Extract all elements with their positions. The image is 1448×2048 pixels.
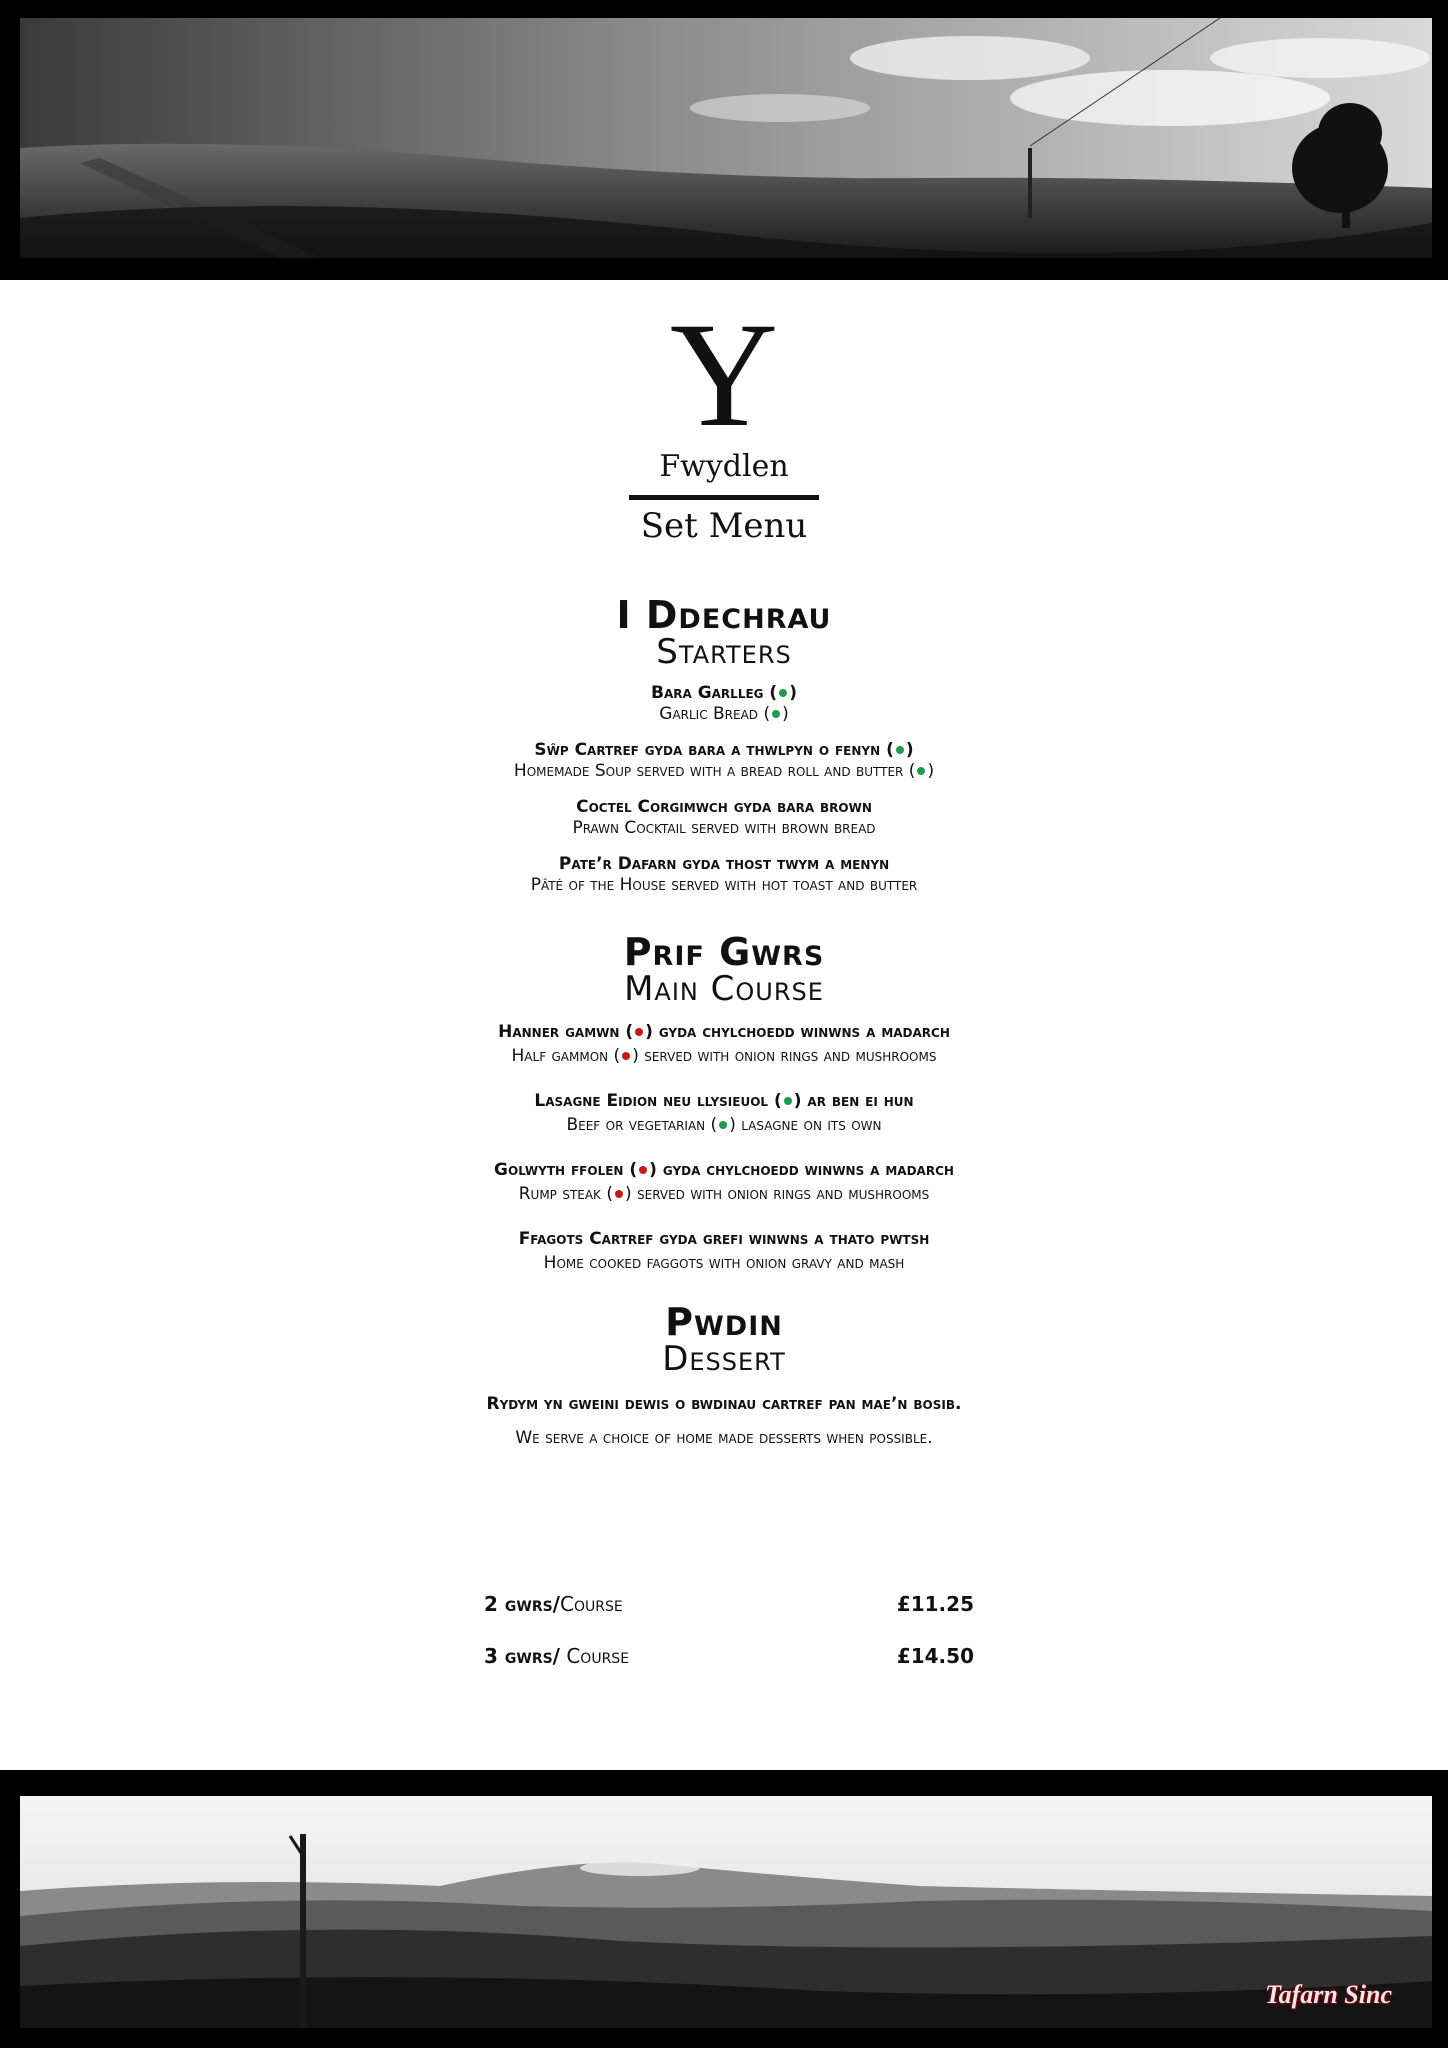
vegetarian-dot-icon xyxy=(772,710,780,718)
bottom-banner xyxy=(0,1770,1448,2048)
menu-item-english: Garlic Bread ( ) xyxy=(659,704,789,724)
menu-item xyxy=(464,1022,984,1067)
menu-item-english: Pâté of the House served with hot toast and butter xyxy=(530,875,918,895)
logo-title-english: Set Menu xyxy=(640,506,808,546)
menu-item-welsh: Ffagots Cartref gyda grefi winwns a thato pwtsh xyxy=(518,1229,930,1249)
vegetarian-dot-icon xyxy=(784,1097,792,1105)
menu-item xyxy=(464,1160,984,1205)
section-heading-english: Starters xyxy=(656,632,792,672)
vegetarian-dot-icon xyxy=(896,746,904,754)
menu-item-english: Homemade Soup served with a bread roll and butter ( ) xyxy=(513,761,935,781)
menu-item xyxy=(444,854,1004,896)
menu-item xyxy=(444,797,1004,839)
menu-item-english: Half gammon ( ) served with onion rings and mushrooms xyxy=(511,1046,937,1066)
vegetarian-dot-icon xyxy=(917,767,925,775)
section-heading-english: Dessert xyxy=(662,1339,786,1379)
section-heading-welsh: Pwdin xyxy=(665,1300,783,1344)
menu-item-welsh: Lasagne Eidion neu llysieuol ( ) ar ben ei hun xyxy=(534,1091,914,1111)
logo-divider xyxy=(629,495,819,500)
menu-item-welsh: Hanner gamwn ( ) gyda chylchoedd winwns a madarch xyxy=(498,1022,950,1042)
menu-item xyxy=(464,1091,984,1136)
meat-dot-icon xyxy=(635,1028,643,1036)
dessert-section xyxy=(0,1302,1448,1449)
price-list xyxy=(484,1592,974,1696)
mains-section xyxy=(0,932,1448,1274)
menu-item xyxy=(444,683,1004,725)
brand-logo: Tafarn Sinc xyxy=(1265,1980,1392,2009)
menu-item-english: Home cooked faggots with onion gravy and mash xyxy=(543,1253,905,1273)
menu-item-welsh: Pate’r Dafarn gyda thost twym a menyn xyxy=(558,854,890,874)
menu-item-english: Beef or vegetarian ( ) lasagne on its own xyxy=(566,1115,882,1135)
vegetarian-dot-icon xyxy=(719,1121,727,1129)
starters-section xyxy=(0,595,1448,896)
dessert-text-welsh: Rydym yn gweini dewis o bwdinau cartref pan mae’n bosib. xyxy=(486,1394,962,1414)
landscape-photo-top xyxy=(20,18,1432,258)
price-row xyxy=(484,1644,974,1696)
section-heading-english: Main Course xyxy=(624,969,824,1009)
section-heading-welsh: I Ddechrau xyxy=(616,593,832,637)
menu-item-welsh: Coctel Corgimwch gyda bara brown xyxy=(576,797,872,817)
menu-item-english: Rump steak ( ) served with onion rings and mushrooms xyxy=(518,1184,930,1204)
logo-title-welsh: Fwydlen xyxy=(659,449,789,484)
landscape-photo-bottom xyxy=(20,1796,1432,2028)
dessert-text-english: We serve a choice of home made desserts when possible. xyxy=(515,1428,933,1448)
meat-dot-icon xyxy=(639,1166,647,1174)
menu-item-english: Prawn Cocktail served with brown bread xyxy=(572,818,876,838)
menu-logo xyxy=(0,292,1448,548)
vegetarian-dot-icon xyxy=(779,689,787,697)
menu-item xyxy=(464,1229,984,1274)
menu-item-welsh: Sŵp Cartref gyda bara a thwlpyn o fenyn ( ) xyxy=(534,740,914,760)
top-banner xyxy=(0,0,1448,280)
price-amount: £14.50 xyxy=(896,1644,974,1668)
menu-body xyxy=(0,595,1448,1449)
price-label: 2 gwrs/Course xyxy=(484,1592,623,1616)
price-label: 3 gwrs/ Course xyxy=(484,1644,630,1668)
price-row xyxy=(484,1592,974,1644)
logo-letter: Y xyxy=(669,292,779,458)
menu-item xyxy=(444,740,1004,782)
section-heading-welsh: Prif Gwrs xyxy=(623,930,825,974)
meat-dot-icon xyxy=(615,1190,623,1198)
menu-item-welsh: Bara Garlleg ( ) xyxy=(651,683,797,703)
meat-dot-icon xyxy=(622,1052,630,1060)
menu-item-welsh: Golwyth ffolen ( ) gyda chylchoedd winwns a madarch xyxy=(494,1160,954,1180)
price-amount: £11.25 xyxy=(896,1592,974,1616)
